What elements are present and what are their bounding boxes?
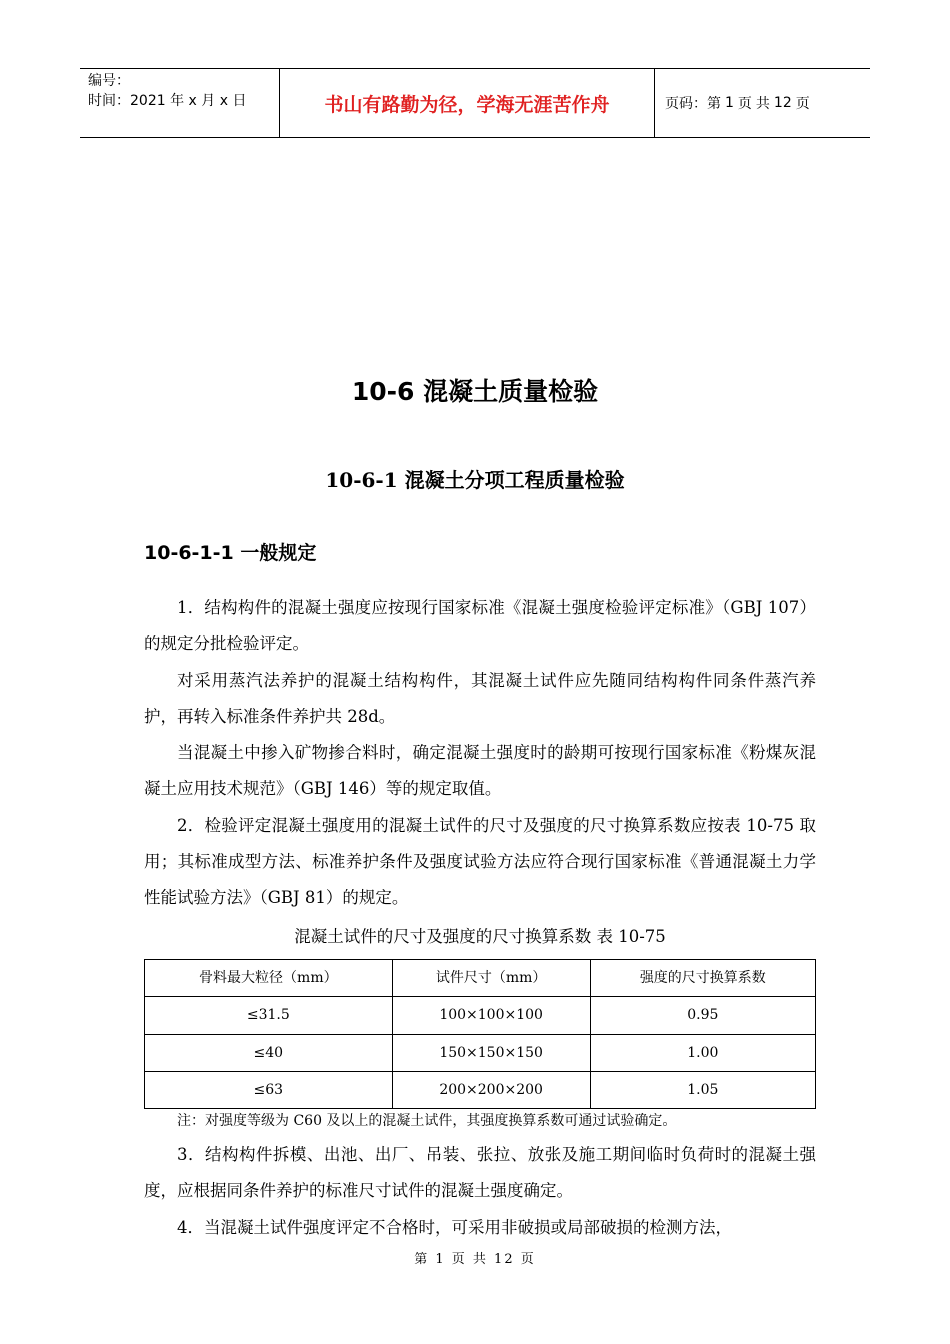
page-footer: 第 1 页 共 12 页 <box>414 1252 536 1267</box>
paragraph: 2．检验评定混凝土强度用的混凝土试件的尺寸及强度的尺寸换算系数应按表 10-75 取用；其标准成型方法、标准养护条件及强度试验方法应符合现行国家标准《普通混凝土力学性能试验方法》（GBJ 81）的规定。 <box>144 815 816 908</box>
header-meta <box>80 69 280 137</box>
paragraph: 1．结构构件的混凝土强度应按现行国家标准《混凝土强度检验评定标准》（GBJ 107）的规定分批检验评定。 <box>144 598 816 654</box>
paragraph: 对采用蒸汽法养护的混凝土结构构件，其混凝土试件应先随同结构构件同条件蒸汽养护，再转入标准条件养护共 28d。 <box>144 670 816 726</box>
paragraph: 3．结构构件拆模、出池、出厂、吊装、张拉、放张及施工期间临时负荷时的混凝土强度，应根据同条件养护的标准尺寸试件的混凝土强度确定。 <box>144 1145 816 1201</box>
page-info-current: 1 <box>725 95 734 111</box>
subsection-title: 10-6-1-1 一般规定 <box>144 542 317 564</box>
page-info-prefix: 页码：第 <box>665 96 721 112</box>
table-row <box>145 1034 816 1071</box>
page-info-total: 12 <box>773 95 792 111</box>
document-body <box>144 590 816 1246</box>
table-cell: ≤40 <box>145 1034 393 1071</box>
table-caption: 混凝土试件的尺寸及强度的尺寸换算系数 表 10-75 <box>294 926 666 946</box>
paragraph: 4．当混凝土试件强度评定不合格时，可采用非破损或局部破损的检测方法， <box>177 1217 732 1237</box>
table-cell: 1.00 <box>590 1034 815 1071</box>
page-title: 10-6 混凝土质量检验 <box>351 377 599 406</box>
table-cell: 150×150×150 <box>392 1034 590 1071</box>
table-header-cell: 强度的尺寸换算系数 <box>590 959 815 996</box>
header-motto: 书山有路勤为径，学海无涯苦作舟 <box>280 69 655 137</box>
document-number-label: 编号： <box>88 73 130 89</box>
table-cell: 0.95 <box>590 997 815 1034</box>
table-header-cell: 骨料最大粒径（mm） <box>145 959 393 996</box>
document-time-label: 时间：2021 年 x 月 x 日 <box>88 93 247 109</box>
page-header <box>80 68 870 138</box>
header-page-info <box>655 69 870 137</box>
paragraph: 当混凝土中掺入矿物掺合料时，确定混凝土强度时的龄期可按现行国家标准《粉煤灰混凝土应用技术规范》（GBJ 146）等的规定取值。 <box>144 743 816 799</box>
table-header-cell: 试件尺寸（mm） <box>392 959 590 996</box>
table-cell: 100×100×100 <box>392 997 590 1034</box>
section-title: 10-6-1 混凝土分项工程质量检验 <box>325 468 625 492</box>
page-info-total-label: 共 <box>755 96 770 112</box>
table-cell: ≤31.5 <box>145 997 393 1034</box>
table-cell: ≤63 <box>145 1071 393 1108</box>
table-note: 注：对强度等级为 C60 及以上的混凝土试件，其强度换算系数可通过试验确定。 <box>177 1113 677 1130</box>
table-cell: 200×200×200 <box>392 1071 590 1108</box>
size-conversion-table <box>144 959 816 1109</box>
table-cell: 1.05 <box>590 1071 815 1108</box>
page-info-suffix: 页 <box>795 96 810 112</box>
table-row <box>145 1071 816 1108</box>
page-info-unit: 页 <box>737 96 752 112</box>
table-row <box>145 997 816 1034</box>
table-header-row <box>145 959 816 996</box>
